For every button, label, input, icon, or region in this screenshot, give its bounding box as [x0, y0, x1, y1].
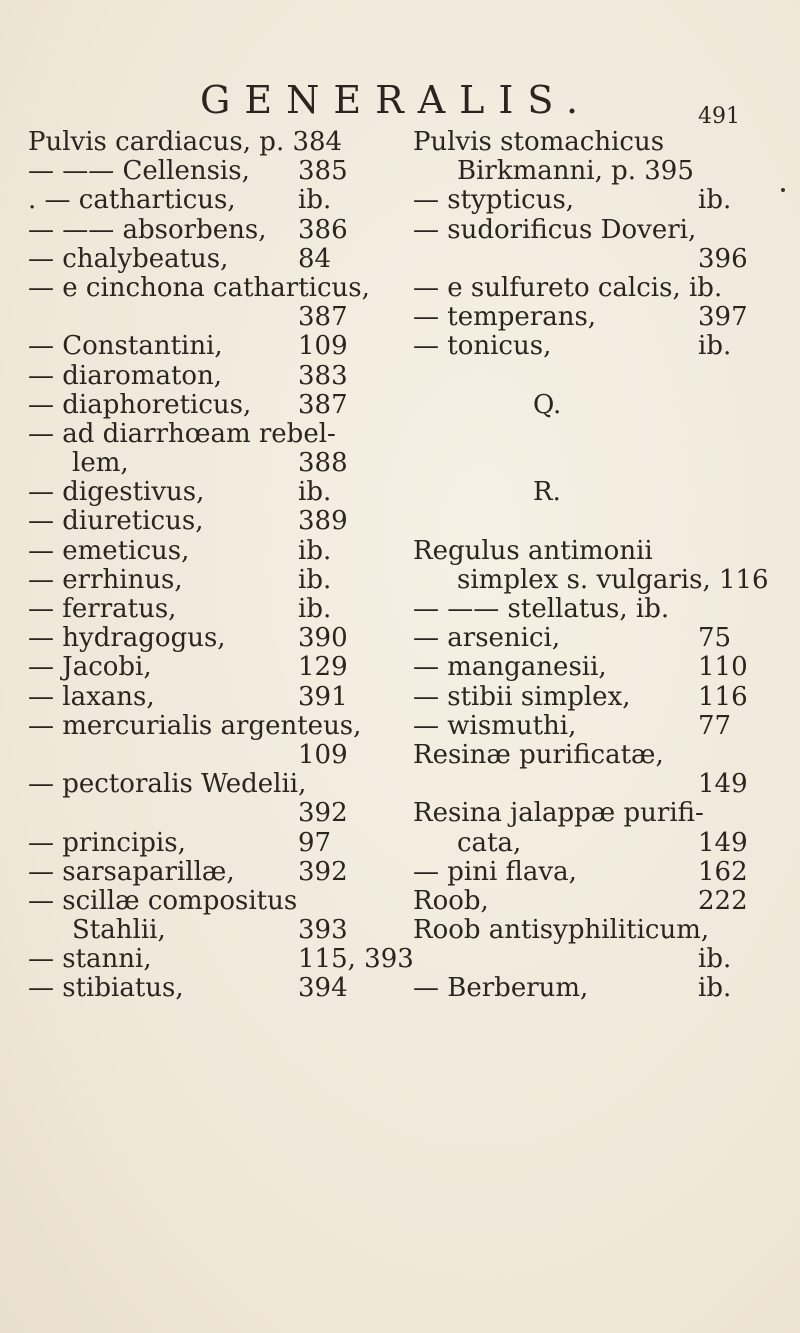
entry-page-number: 109 — [298, 331, 348, 362]
left-index-column — [28, 127, 414, 1004]
entry-text: simplex s. vulgaris, 116 — [457, 564, 769, 595]
entry-text: lem, — [72, 448, 129, 479]
entry-text: Pulvis stomachicus — [413, 127, 665, 157]
running-head: GENERALIS. — [200, 78, 593, 122]
entry-page-number: ib. — [298, 564, 332, 595]
entry-page-number: ib. — [698, 944, 732, 975]
index-entry — [413, 362, 781, 391]
entry-text: — Constantini, — [28, 331, 223, 362]
entry-text: Pulvis cardiacus, p. 384 — [28, 127, 343, 157]
index-entry — [413, 186, 781, 215]
entry-text: — digestivus, — [28, 477, 205, 508]
entry-text: Resina jalappæ purifi- — [413, 798, 704, 829]
entry-text: — Jacobi, — [28, 652, 152, 683]
index-entry — [28, 595, 388, 624]
index-entry — [28, 770, 388, 799]
index-entry — [28, 566, 388, 595]
index-entry — [413, 624, 781, 653]
entry-page-number: 390 — [298, 623, 348, 654]
index-entry — [413, 332, 781, 361]
index-entry — [413, 712, 781, 741]
index-entry — [28, 653, 388, 682]
index-entry — [413, 128, 781, 157]
entry-page-number: ib. — [298, 477, 332, 508]
entry-page-number: ib. — [298, 594, 332, 624]
entry-text: — mercurialis argenteus, — [28, 710, 362, 741]
entry-page-number: 387 — [298, 389, 348, 420]
entry-text: — —— stellatus, ib. — [413, 594, 670, 624]
entry-page-number: 387 — [298, 302, 348, 333]
index-entry — [413, 245, 781, 274]
index-entry — [28, 829, 388, 858]
entry-page-number: 149 — [698, 769, 748, 800]
entry-page-number: 396 — [698, 243, 748, 274]
entry-text: — stibii simplex, — [413, 681, 631, 712]
index-entry — [28, 537, 388, 566]
index-entry — [413, 799, 781, 828]
entry-text: Roob antisyphiliticum, — [413, 915, 710, 946]
entry-text: Resinæ purificatæ, — [413, 739, 664, 770]
entry-text: — sudorificus Doveri, — [413, 214, 697, 245]
entry-page-number: 97 — [298, 827, 332, 858]
index-entry — [28, 916, 388, 945]
entry-text: — chalybeatus, — [28, 243, 229, 274]
entry-page-number: 75 — [698, 623, 732, 654]
entry-page-number: ib. — [698, 331, 732, 362]
entry-text: Roob, — [413, 885, 489, 916]
entry-text: — diureticus, — [28, 506, 204, 537]
index-entry — [28, 274, 388, 303]
index-entry — [28, 128, 388, 157]
entry-text: — e sulfureto calcis, ib. — [413, 272, 723, 303]
entry-text: — temperans, — [413, 302, 597, 333]
entry-page-number: 391 — [298, 681, 348, 712]
index-entry — [28, 799, 388, 828]
index-entry — [413, 420, 781, 449]
entry-text: — diaromaton, — [28, 360, 223, 391]
index-entry — [413, 683, 781, 712]
entry-page-number: 393 — [298, 915, 348, 946]
entry-page-number: 115, 393 — [298, 944, 414, 975]
entry-text: . — catharticus, — [28, 185, 236, 216]
index-entry — [28, 332, 388, 361]
index-entry — [413, 537, 781, 566]
entry-page-number: 149 — [698, 827, 748, 858]
entry-text: Q. — [533, 389, 562, 420]
index-entry — [413, 274, 781, 303]
entry-text: — laxans, — [28, 681, 155, 712]
entry-text: — scillæ compositus — [28, 885, 298, 916]
entry-text: — pini flava, — [413, 856, 577, 887]
index-entry — [28, 478, 388, 507]
entry-text: — wismuthi, — [413, 710, 577, 741]
entry-text: — pectoralis Wedelii, — [28, 769, 307, 800]
entry-page-number: 129 — [298, 652, 348, 683]
entry-text: — stanni, — [28, 944, 152, 975]
entry-text: — emeticus, — [28, 535, 190, 566]
entry-page-number: 394 — [298, 973, 348, 1004]
entry-page-number: 397 — [698, 302, 748, 333]
index-entry — [413, 303, 781, 332]
index-entry — [413, 741, 781, 770]
index-entry — [413, 829, 781, 858]
entry-page-number: 77 — [698, 710, 732, 741]
entry-page-number: 386 — [298, 214, 348, 245]
entry-text: — hydragogus, — [28, 623, 226, 654]
entry-text: — errhinus, — [28, 564, 183, 595]
entry-page-number: ib. — [298, 185, 332, 216]
index-entry — [413, 449, 781, 478]
entry-page-number: 383 — [298, 360, 348, 391]
index-entry — [28, 712, 388, 741]
entry-page-number: 222 — [698, 885, 748, 916]
entry-page-number: 389 — [298, 506, 348, 537]
entry-page-number: ib. — [298, 535, 332, 566]
entry-page-number: 392 — [298, 798, 348, 829]
entry-page-number: 84 — [298, 243, 332, 274]
index-entry — [28, 216, 388, 245]
index-entry — [413, 974, 781, 1003]
entry-text: Regulus antimonii — [413, 535, 653, 566]
index-entry — [28, 245, 388, 274]
entry-page-number: 392 — [298, 856, 348, 887]
index-entry — [413, 770, 781, 799]
entry-text: — stibiatus, — [28, 973, 184, 1004]
entry-text: — ferratus, — [28, 594, 177, 624]
entry-text: — —— absorbens, — [28, 214, 267, 245]
index-entry — [413, 887, 781, 916]
entry-text: — —— Cellensis, — [28, 156, 250, 187]
index-entry — [28, 741, 388, 770]
entry-text: — sarsaparillæ, — [28, 856, 235, 887]
index-entry — [28, 887, 388, 916]
index-entry — [413, 595, 781, 624]
entry-text: — Berberum, — [413, 973, 589, 1004]
entry-page-number: ib. — [698, 973, 732, 1004]
index-entry — [413, 391, 781, 420]
entry-page-number: 116 — [698, 681, 748, 712]
index-entry — [28, 944, 414, 975]
entry-text: — manganesii, — [413, 652, 607, 683]
index-entry — [28, 449, 388, 478]
entry-text: Birkmanni, p. 395 — [457, 156, 694, 187]
entry-page-number: 162 — [698, 856, 748, 887]
entry-text: — principis, — [28, 827, 186, 858]
index-entry — [413, 945, 781, 974]
index-entry — [413, 157, 781, 186]
index-entry — [28, 858, 388, 887]
entry-text: cata, — [457, 827, 522, 858]
entry-page-number: ib. — [698, 185, 732, 216]
index-entry — [28, 362, 388, 391]
index-entry — [28, 507, 388, 536]
index-entry — [28, 974, 388, 1003]
entry-page-number: 110 — [698, 652, 748, 683]
entry-page-number: 109 — [298, 739, 348, 770]
index-entry — [28, 420, 388, 449]
index-entry — [413, 858, 781, 887]
entry-text: — stypticus, — [413, 185, 575, 216]
entry-text: — ad diarrhœam rebel- — [28, 418, 336, 449]
index-entry — [413, 916, 781, 945]
page-number: 491 — [698, 104, 740, 129]
right-index-column — [413, 128, 781, 1004]
entry-text: R. — [533, 477, 561, 508]
index-entry — [413, 507, 781, 536]
entry-page-number: 388 — [298, 448, 348, 479]
index-entry — [28, 303, 388, 332]
index-entry — [28, 683, 388, 712]
margin-mark — [781, 188, 785, 192]
index-entry — [28, 186, 388, 215]
entry-text: — diaphoreticus, — [28, 389, 252, 420]
index-entry — [413, 216, 781, 245]
entry-text: — arsenici, — [413, 623, 561, 654]
entry-text: — e cinchona catharticus, — [28, 272, 370, 303]
index-entry — [28, 157, 388, 186]
entry-text: — tonicus, — [413, 331, 552, 362]
index-entry — [413, 653, 781, 682]
index-entry — [28, 391, 388, 420]
index-entry — [28, 624, 388, 653]
entry-text: Stahlii, — [72, 915, 166, 946]
entry-page-number: 385 — [298, 156, 348, 187]
index-entry — [413, 566, 781, 595]
index-entry — [413, 478, 781, 507]
